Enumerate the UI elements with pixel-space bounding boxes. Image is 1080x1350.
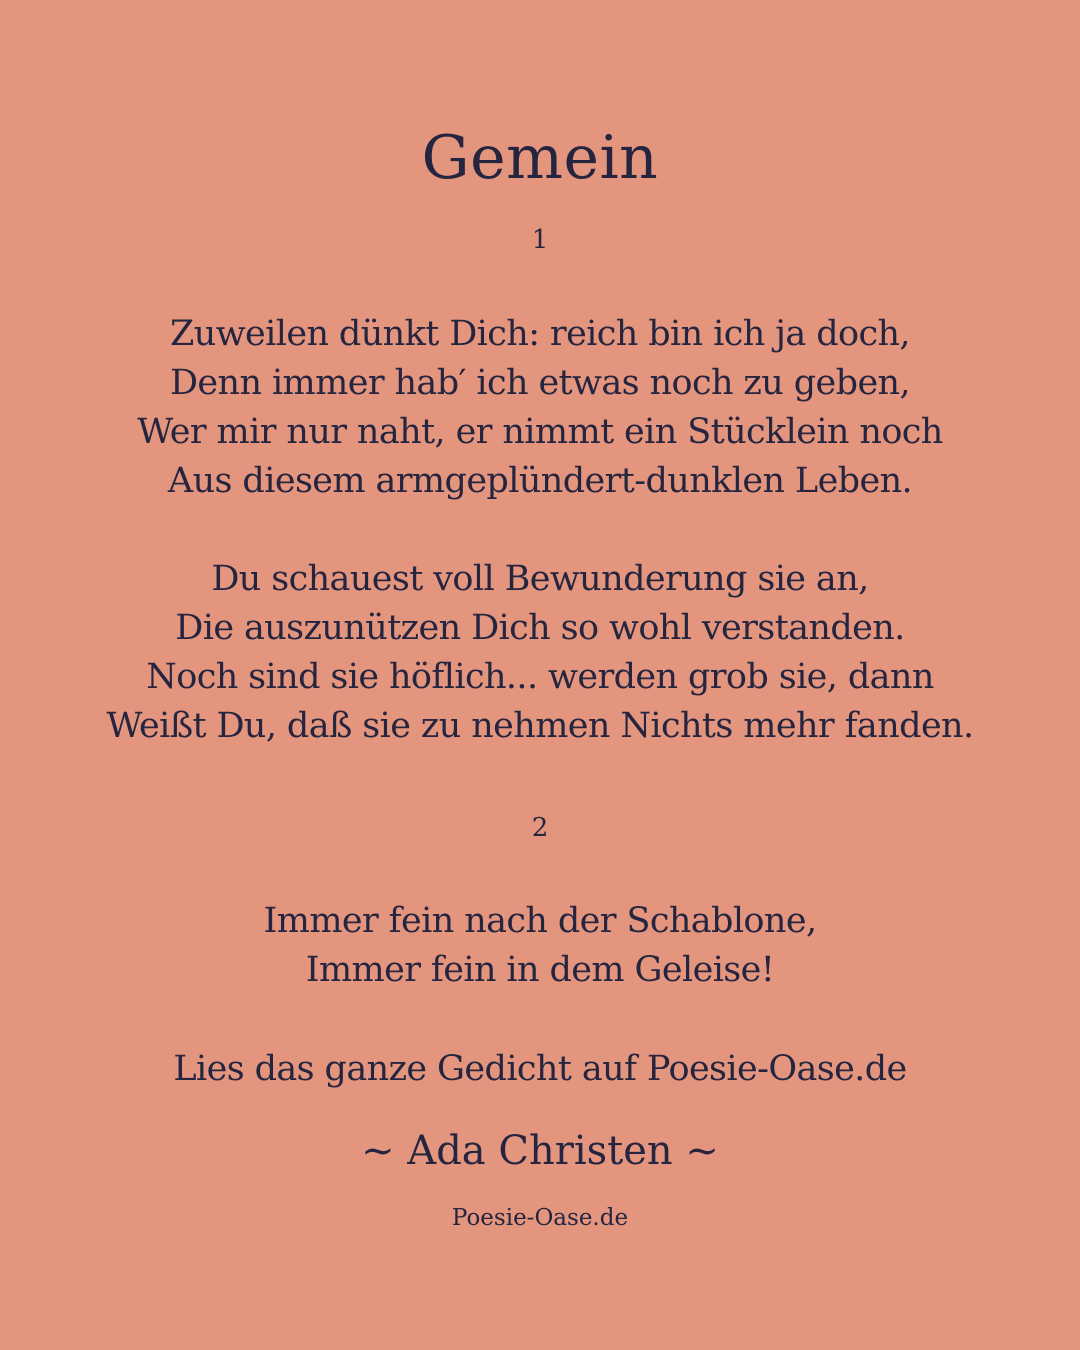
poem-line: Die auszunützen Dich so wohl verstanden. <box>175 608 905 648</box>
read-full-poem-link[interactable]: Lies das ganze Gedicht auf Poesie-Oase.de <box>173 1049 907 1089</box>
poem-line: Zuweilen dünkt Dich: reich bin ich ja doch, <box>170 314 910 354</box>
site-watermark: Poesie-Oase.de <box>451 1205 629 1231</box>
stanza-1 <box>0 310 1080 506</box>
poem-line: Wer mir nur naht, er nimmt ein Stücklein noch <box>137 412 943 452</box>
poem-line: Immer fein nach der Schablone, <box>263 901 817 941</box>
poem-line: Immer fein in dem Geleise! <box>305 950 775 990</box>
poem-line: Weißt Du, daß sie zu nehmen Nichts mehr fanden. <box>106 706 974 746</box>
poem-line: Noch sind sie höflich... werden grob sie, dann <box>146 657 934 697</box>
poem-line: Du schauest voll Bewunderung sie an, <box>211 559 869 599</box>
poem-line: Aus diesem armgeplündert-dunklen Leben. <box>167 461 913 501</box>
poem-line: Denn immer hab′ ich etwas noch zu geben, <box>169 363 911 403</box>
part-number-1: 1 <box>531 225 549 255</box>
stanza-2 <box>0 555 1080 751</box>
stanza-3 <box>0 897 1080 995</box>
part-number-2: 2 <box>531 813 549 843</box>
poem-title: Gemein <box>421 123 659 193</box>
author-name: ~ Ada Christen ~ <box>361 1128 719 1174</box>
